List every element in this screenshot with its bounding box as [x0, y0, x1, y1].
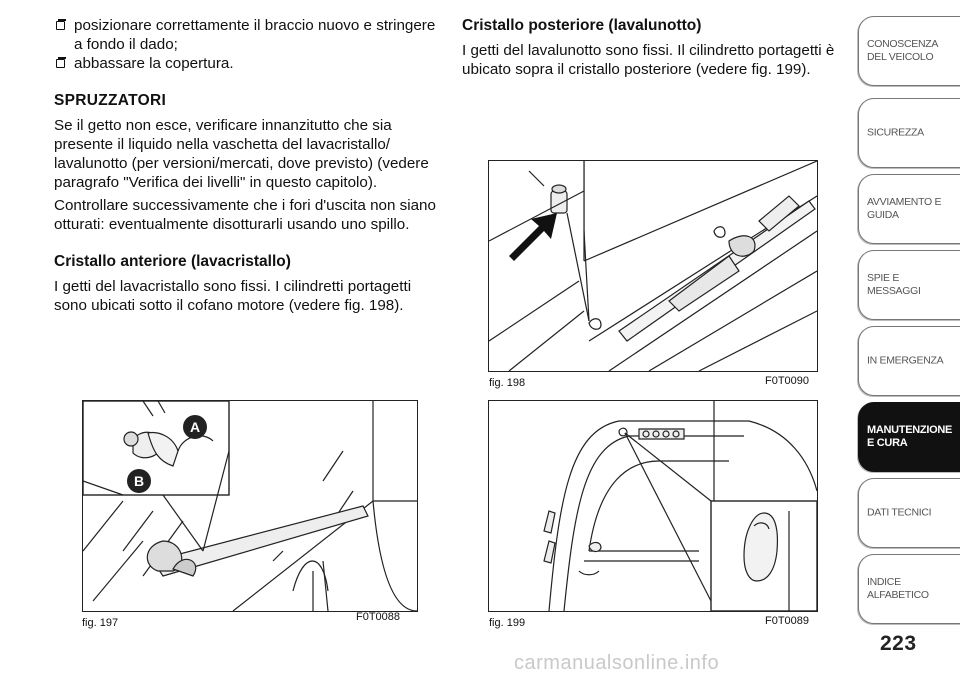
- tab-in-emergenza[interactable]: [858, 326, 960, 396]
- subsection-title: Cristallo posteriore (lavalunotto): [462, 17, 702, 34]
- tab-label: SICUREZZA: [867, 126, 924, 139]
- tab-conoscenza-del-veicolo[interactable]: [858, 16, 960, 86]
- label-b: B: [133, 473, 145, 489]
- paragraph: Se il getto non esce, verificare innanzitutto che sia presente il liquido nella vaschetta del lavacristallo/ lavalunotto (per versioni/mercati, dove previsto) (vedere paragrafo "Verifica dei livelli" in questo capitolo).: [54, 117, 429, 191]
- chapter-index-sidebar: [858, 0, 960, 678]
- paragraph: Controllare successivamente che i fori d'uscita non siano otturati: eventualmente disotturarli usando uno spillo.: [54, 197, 436, 233]
- windscreen-washer-illustration: [489, 161, 817, 371]
- tab-label: INDICE ALFABETICO: [867, 576, 929, 601]
- tab-manutenzione-e-cura[interactable]: [858, 402, 960, 472]
- subsection-title: Cristallo anteriore (lavacristallo): [54, 253, 291, 270]
- figure-code: F0T0089: [765, 615, 810, 627]
- bullet-text: posizionare correttamente il braccio nuovo e stringere a fondo il dado;: [74, 17, 436, 53]
- right-column: [462, 16, 852, 79]
- paragraph: I getti del lavacristallo sono fissi. I cilindretti portagetti sono ubicati sotto il cofano motore (vedere fig. 198).: [54, 278, 412, 314]
- page-number: 223: [880, 632, 917, 655]
- tab-label: DATI TECNICI: [867, 506, 932, 519]
- figure-caption: fig. 197: [82, 617, 119, 629]
- tab-label: IN EMERGENZA: [867, 354, 944, 367]
- bullet-item: [54, 54, 444, 73]
- figure-code: F0T0088: [356, 611, 401, 623]
- watermark: carmanualsonline.info: [514, 652, 720, 674]
- tab-spie-e-messaggi[interactable]: [858, 250, 960, 320]
- figure-caption: fig. 199: [489, 617, 526, 629]
- tab-avviamento-e-guida[interactable]: [858, 174, 960, 244]
- wiper-arm-illustration: [83, 401, 417, 611]
- tab-label: CONOSCENZA DEL VEICOLO: [867, 38, 938, 63]
- tab-label: SPIE E MESSAGGI: [867, 272, 921, 297]
- figure-code: F0T0090: [765, 375, 810, 387]
- left-column: [54, 16, 444, 315]
- tab-sicurezza[interactable]: [858, 98, 960, 168]
- label-a: A: [189, 419, 201, 435]
- checkbox-bullet-icon: [56, 59, 65, 68]
- figure-198: [488, 160, 818, 372]
- paragraph: I getti del lavalunotto sono fissi. Il cilindretto portagetti è ubicato sopra il cristallo posteriore (vedere fig. 199).: [462, 42, 835, 78]
- figure-197: [82, 400, 418, 612]
- rear-window-washer-illustration: [489, 401, 817, 611]
- figure-caption: fig. 198: [489, 377, 526, 389]
- section-title: SPRUZZATORI: [54, 92, 167, 109]
- tab-indice-alfabetico[interactable]: [858, 554, 960, 624]
- tab-label: MANUTENZIONE E CURA: [867, 424, 953, 449]
- bullet-text: abbassare la copertura.: [74, 55, 234, 72]
- figure-199: [488, 400, 818, 612]
- checkbox-bullet-icon: [56, 21, 65, 30]
- tab-label: AVVIAMENTO E GUIDA: [867, 196, 942, 221]
- tab-dati-tecnici[interactable]: [858, 478, 960, 548]
- bullet-item: [54, 16, 444, 54]
